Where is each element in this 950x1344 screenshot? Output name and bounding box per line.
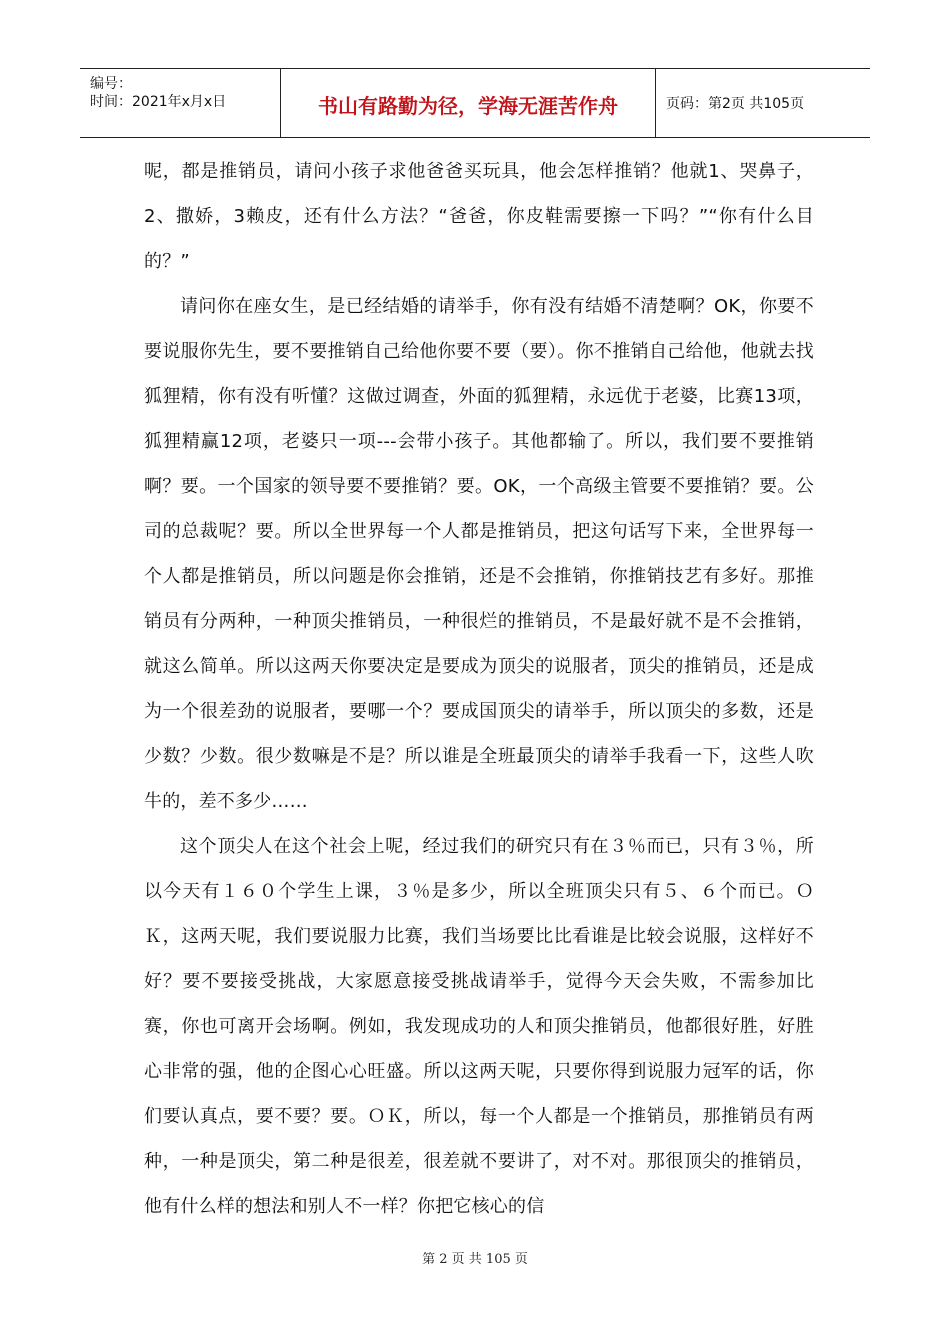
header-page-number: 页码：第2页 共105页: [666, 96, 805, 112]
header-motto: 书山有路勤为径，学海无涯苦作舟: [318, 94, 618, 118]
header-motto-cell: [280, 69, 656, 137]
header-info-cell: [80, 69, 280, 137]
header-page-cell: [656, 69, 870, 137]
page-footer: 第 2 页 共 105 页: [422, 1252, 528, 1267]
document-code-label: 编号：: [90, 76, 132, 92]
body-paragraph-1: 呢，都是推销员，请问小孩子求他爸爸买玩具，他会怎样推销？他就1、哭鼻子，2、撒娇，3赖皮，还有什么方法？“爸爸，你皮鞋需要擦一下吗？”“你有什么目的？”: [144, 161, 814, 272]
document-body: [144, 149, 814, 1229]
document-date: 时间：2021年x月x日: [90, 94, 227, 110]
document-header: [80, 68, 870, 138]
body-paragraph-3: 这个顶尖人在这个社会上呢，经过我们的研究只有在３％而已，只有３％，所以今天有１６０个学生上课，３％是多少，所以全班顶尖只有５、６个而已。ＯＫ，这两天呢，我们要说服力比赛，我们当场要比比看谁是比较会说服，这样好不好？要不要接受挑战，大家愿意接受挑战请举手，觉得今天会失败，不需参加比赛，你也可离开会场啊。例如，我发现成功的人和顶尖推销员，他都很好胜，好胜心非常的强，他的企图心心旺盛。所以这两天呢，只要你得到说服力冠军的话，你们要认真点，要不要？要。ＯＫ，所以，每一个人都是一个推销员，那推销员有两种，一种是顶尖，第二种是很差，很差就不要讲了，对不对。那很顶尖的推销员，他有什么样的想法和别人不一样？你把它核心的信: [144, 836, 814, 1217]
body-paragraph-2: 请问你在座女生，是已经结婚的请举手，你有没有结婚不清楚啊？OK，你要不要说服你先生，要不要推销自己给他你要不要（要）。你不推销自己给他，他就去找狐狸精，你有没有听懂？这做过调查，外面的狐狸精，永远优于老婆，比赛13项，狐狸精赢12项，老婆只一项---会带小孩子。其他都输了。所以，我们要不要推销啊？要。一个国家的领导要不要推销？要。OK，一个高级主管要不要推销？要。公司的总裁呢？要。所以全世界每一个人都是推销员，把这句话写下来，全世界每一个人都是推销员，所以问题是你会推销，还是不会推销，你推销技艺有多好。那推销员有分两种，一种顶尖推销员，一种很烂的推销员，不是最好就不是不会推销，就这么简单。所以这两天你要决定是要成为顶尖的说服者，顶尖的推销员，还是成为一个很差劲的说服者，要哪一个？要成国顶尖的请举手，所以顶尖的多数，还是少数？少数。很少数嘛是不是？所以谁是全班最顶尖的请举手我看一下，这些人吹牛的，差不多少……: [144, 296, 814, 812]
